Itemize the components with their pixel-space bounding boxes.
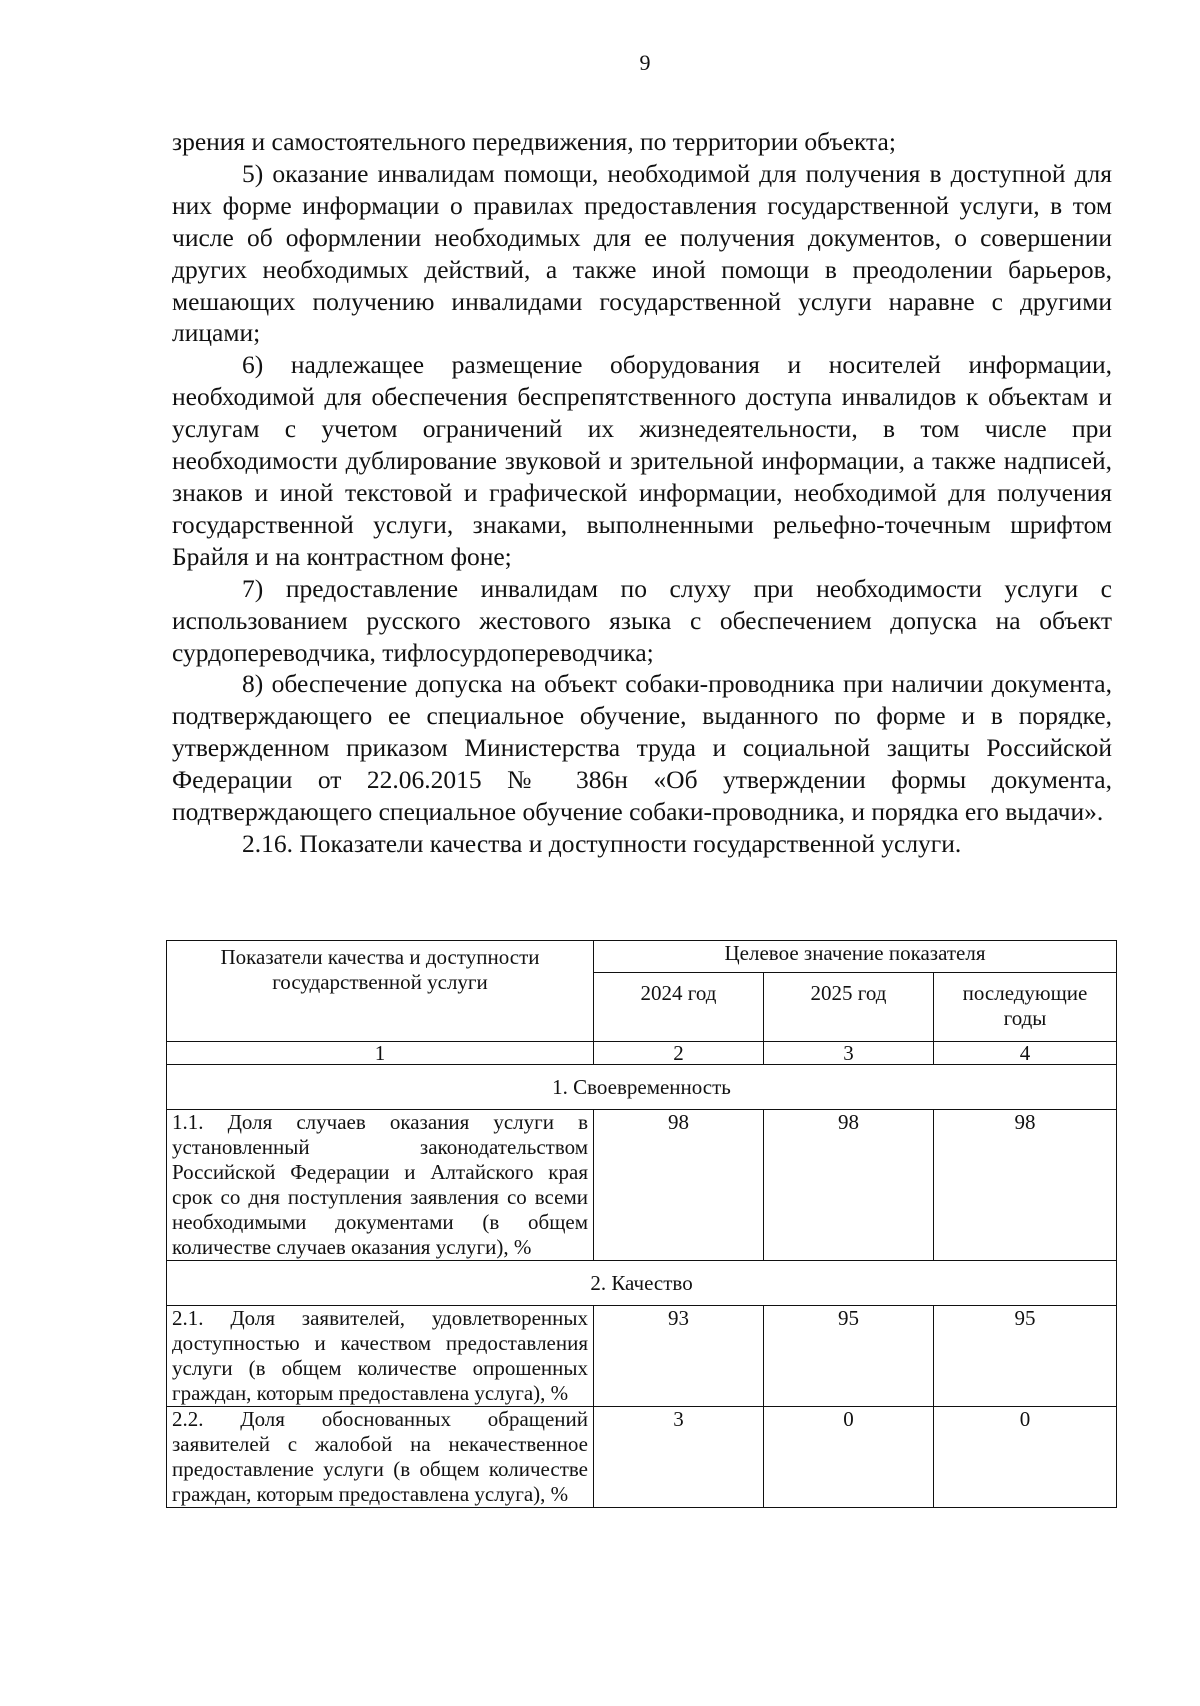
page-number: 9 <box>639 50 651 75</box>
indicator-value-following: 0 <box>934 1407 1117 1508</box>
indicator-name: 2.2. Доля обоснованных обращений заявителей с жалобой на некачественное предоставление услуги (в общем количестве граждан, которым предоставлена услуга), % <box>167 1407 594 1508</box>
paragraph-item-8: 8) обеспечение допуска на объект собаки-проводника при наличии документа, подтверждающего ее специальное обучение, выданного по форме и в порядке, утвержденном приказом Министерства труда и социальной защиты Российской Федерации от 22.06.2015 № 386н «Об утверждении формы документа, подтверждающего специальное обучение собаки-проводника, и порядка его выдачи». <box>172 669 1112 827</box>
document-body <box>172 126 1112 860</box>
paragraph-item-5: 5) оказание инвалидам помощи, необходимой для получения в доступной для них форме информации о правилах предоставления государственной услуги, в том числе об оформлении необходимых для ее получения документов, о совершении других необходимых действий, а также иной помощи в преодолении барьеров, мешающих получению инвалидами государственной услуги наравне с другими лицами; <box>172 158 1112 348</box>
table-header-row <box>167 941 1117 973</box>
indicator-value-following: 95 <box>934 1306 1117 1407</box>
column-number: 2 <box>594 1042 764 1065</box>
table-row <box>167 1306 1117 1407</box>
section-heading: 2.16. Показатели качества и доступности государственной услуги. <box>242 828 962 858</box>
column-number: 1 <box>167 1042 594 1065</box>
column-number: 4 <box>934 1042 1117 1065</box>
indicator-value-2025: 95 <box>764 1306 934 1407</box>
table-row <box>167 1407 1117 1508</box>
header-target-value: Целевое значение показателя <box>594 941 1117 973</box>
column-number: 3 <box>764 1042 934 1065</box>
indicator-value-2024: 98 <box>594 1110 764 1261</box>
table-row <box>167 1110 1117 1261</box>
indicator-name: 1.1. Доля случаев оказания услуги в установленный законодательством Российской Федерации и Алтайского края срок со дня поступления заявления со всеми необходимыми документами (в общем количестве случаев оказания услуги), % <box>167 1110 594 1261</box>
paragraph-item-6: 6) надлежащее размещение оборудования и носителей информации, необходимой для обеспечения беспрепятственного доступа инвалидов к объектам и услугам с учетом ограничений их жизнедеятельности, в том числе при необходимости дублирование звуковой и зрительной информации, а также надписей, знаков и иной текстовой и графической информации, необходимой для получения государственной услуги, знаками, выполненными рельефно-точечным шрифтом Брайля и на контрастном фоне; <box>172 350 1112 571</box>
indicators-table <box>166 940 1117 1508</box>
indicator-value-2024: 3 <box>594 1407 764 1508</box>
section-row-quality <box>167 1261 1117 1306</box>
indicator-name: 2.1. Доля заявителей, удовлетворенных доступностью и качеством предоставления услуги (в общем количестве опрошенных граждан, которым предоставлена услуга), % <box>167 1306 594 1407</box>
section-row-timeliness <box>167 1065 1117 1110</box>
indicator-value-2025: 0 <box>764 1407 934 1508</box>
header-year-following: последующие годы <box>934 972 1117 1041</box>
indicator-value-following: 98 <box>934 1110 1117 1261</box>
header-indicator: Показатели качества и доступности государственной услуги <box>167 941 594 1042</box>
column-number-row <box>167 1042 1117 1065</box>
section-title: 1. Своевременность <box>167 1065 1117 1110</box>
section-title: 2. Качество <box>167 1261 1117 1306</box>
header-year-2024: 2024 год <box>594 972 764 1041</box>
paragraph-item-7: 7) предоставление инвалидам по слуху при необходимости услуги с использованием русского жестового языка с обеспечением допуска на объект сурдопереводчика, тифлосурдопереводчика; <box>172 573 1112 667</box>
header-year-2025: 2025 год <box>764 972 934 1041</box>
indicator-value-2025: 98 <box>764 1110 934 1261</box>
paragraph-continuation: зрения и самостоятельного передвижения, по территории объекта; <box>172 127 896 156</box>
indicator-value-2024: 93 <box>594 1306 764 1407</box>
